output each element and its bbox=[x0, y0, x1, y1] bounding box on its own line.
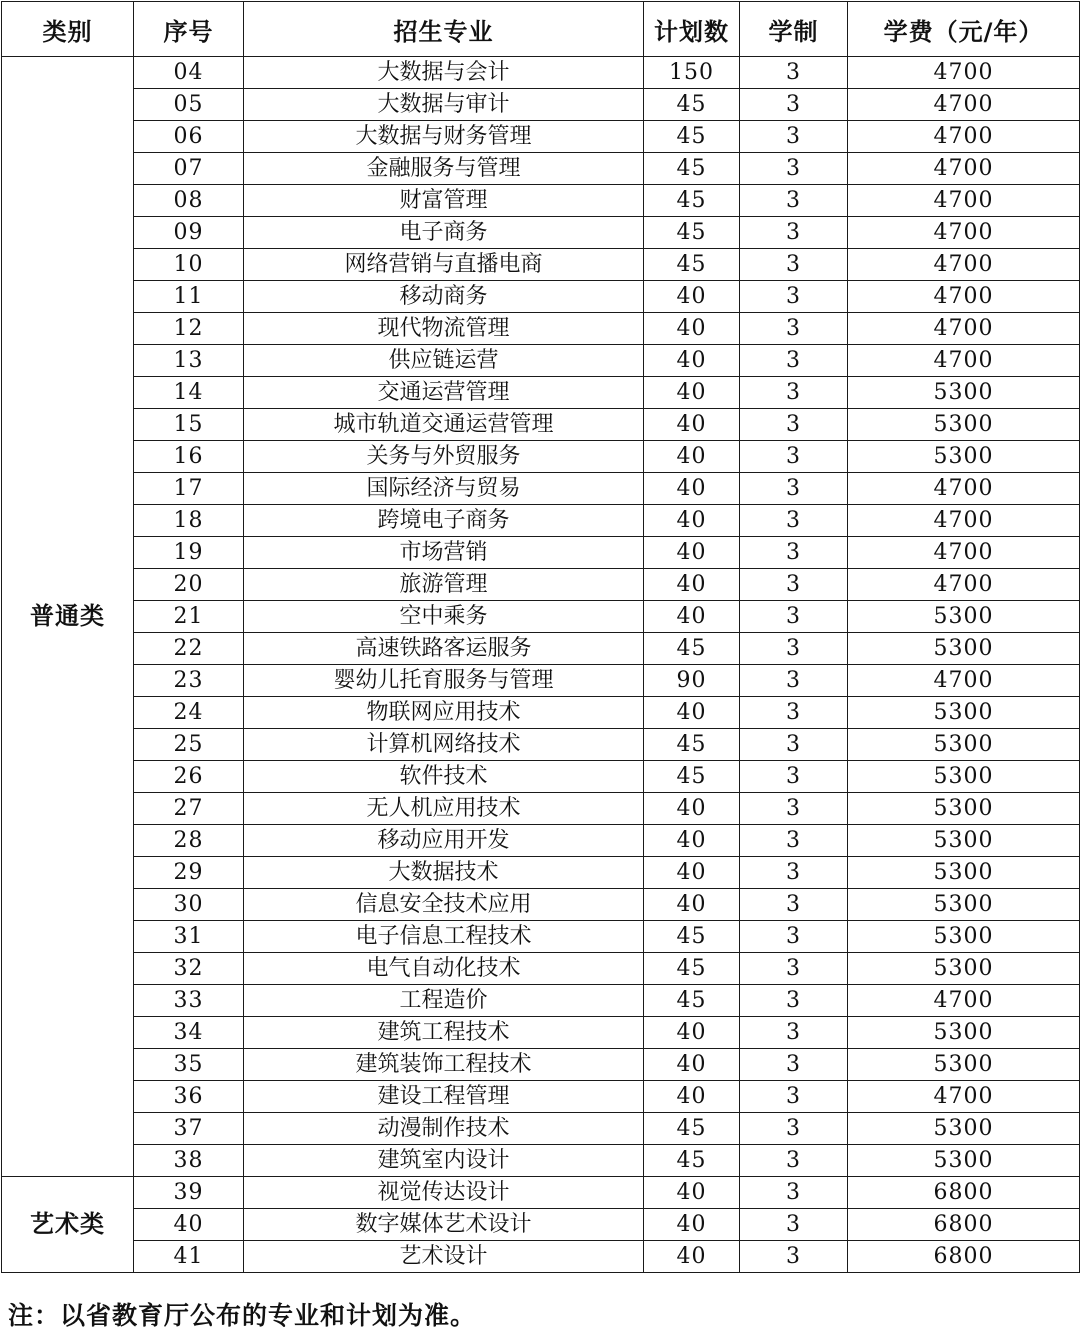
cell-major: 建筑室内设计 bbox=[244, 1145, 644, 1177]
table-row bbox=[2, 313, 1080, 345]
cell-major: 移动商务 bbox=[244, 281, 644, 313]
cell-seq: 24 bbox=[134, 697, 244, 729]
cell-seq: 28 bbox=[134, 825, 244, 857]
cell-seq: 21 bbox=[134, 601, 244, 633]
cell-major: 无人机应用技术 bbox=[244, 793, 644, 825]
cell-major: 计算机网络技术 bbox=[244, 729, 644, 761]
header-years: 学制 bbox=[740, 2, 848, 57]
header-plan: 计划数 bbox=[644, 2, 740, 57]
header-seq: 序号 bbox=[134, 2, 244, 57]
cell-major: 国际经济与贸易 bbox=[244, 473, 644, 505]
cell-fee: 4700 bbox=[848, 345, 1080, 377]
cell-major: 财富管理 bbox=[244, 185, 644, 217]
cell-major: 现代物流管理 bbox=[244, 313, 644, 345]
cell-seq: 15 bbox=[134, 409, 244, 441]
cell-plan: 40 bbox=[644, 1081, 740, 1113]
cell-years: 3 bbox=[740, 473, 848, 505]
cell-years: 3 bbox=[740, 889, 848, 921]
cell-major: 城市轨道交通运营管理 bbox=[244, 409, 644, 441]
table-row bbox=[2, 601, 1080, 633]
cell-years: 3 bbox=[740, 1241, 848, 1273]
cell-plan: 40 bbox=[644, 793, 740, 825]
category-cell: 普通类 bbox=[2, 57, 134, 1177]
cell-years: 3 bbox=[740, 441, 848, 473]
cell-fee: 6800 bbox=[848, 1241, 1080, 1273]
cell-plan: 45 bbox=[644, 185, 740, 217]
cell-fee: 5300 bbox=[848, 601, 1080, 633]
header-category: 类别 bbox=[2, 2, 134, 57]
table-row bbox=[2, 697, 1080, 729]
cell-plan: 40 bbox=[644, 409, 740, 441]
cell-plan: 45 bbox=[644, 729, 740, 761]
cell-seq: 08 bbox=[134, 185, 244, 217]
cell-major: 建筑装饰工程技术 bbox=[244, 1049, 644, 1081]
cell-plan: 45 bbox=[644, 217, 740, 249]
cell-plan: 40 bbox=[644, 1049, 740, 1081]
cell-fee: 5300 bbox=[848, 889, 1080, 921]
table-row bbox=[2, 153, 1080, 185]
cell-years: 3 bbox=[740, 185, 848, 217]
cell-plan: 40 bbox=[644, 1177, 740, 1209]
table-row bbox=[2, 1241, 1080, 1273]
table-row bbox=[2, 793, 1080, 825]
cell-fee: 4700 bbox=[848, 217, 1080, 249]
cell-plan: 45 bbox=[644, 1113, 740, 1145]
cell-major: 建筑工程技术 bbox=[244, 1017, 644, 1049]
cell-major: 动漫制作技术 bbox=[244, 1113, 644, 1145]
cell-seq: 27 bbox=[134, 793, 244, 825]
cell-major: 大数据与审计 bbox=[244, 89, 644, 121]
cell-plan: 40 bbox=[644, 441, 740, 473]
cell-seq: 16 bbox=[134, 441, 244, 473]
cell-plan: 45 bbox=[644, 985, 740, 1017]
cell-major: 市场营销 bbox=[244, 537, 644, 569]
cell-fee: 4700 bbox=[848, 249, 1080, 281]
cell-years: 3 bbox=[740, 1145, 848, 1177]
table-row bbox=[2, 505, 1080, 537]
cell-seq: 40 bbox=[134, 1209, 244, 1241]
table-row bbox=[2, 1209, 1080, 1241]
header-major: 招生专业 bbox=[244, 2, 644, 57]
cell-major: 婴幼儿托育服务与管理 bbox=[244, 665, 644, 697]
cell-seq: 32 bbox=[134, 953, 244, 985]
cell-fee: 6800 bbox=[848, 1177, 1080, 1209]
table-header-row bbox=[2, 2, 1080, 57]
cell-plan: 40 bbox=[644, 857, 740, 889]
table-row bbox=[2, 953, 1080, 985]
cell-years: 3 bbox=[740, 89, 848, 121]
table-row bbox=[2, 281, 1080, 313]
cell-fee: 5300 bbox=[848, 953, 1080, 985]
cell-years: 3 bbox=[740, 985, 848, 1017]
cell-fee: 4700 bbox=[848, 89, 1080, 121]
cell-fee: 5300 bbox=[848, 377, 1080, 409]
cell-plan: 40 bbox=[644, 313, 740, 345]
table-row bbox=[2, 1177, 1080, 1209]
cell-plan: 45 bbox=[644, 153, 740, 185]
table-row bbox=[2, 729, 1080, 761]
table-row bbox=[2, 249, 1080, 281]
cell-years: 3 bbox=[740, 121, 848, 153]
cell-years: 3 bbox=[740, 409, 848, 441]
cell-seq: 39 bbox=[134, 1177, 244, 1209]
table-row bbox=[2, 89, 1080, 121]
cell-plan: 40 bbox=[644, 537, 740, 569]
table-row bbox=[2, 537, 1080, 569]
cell-fee: 5300 bbox=[848, 441, 1080, 473]
cell-years: 3 bbox=[740, 281, 848, 313]
table-row bbox=[2, 1017, 1080, 1049]
cell-seq: 12 bbox=[134, 313, 244, 345]
cell-major: 金融服务与管理 bbox=[244, 153, 644, 185]
cell-plan: 40 bbox=[644, 281, 740, 313]
cell-fee: 4700 bbox=[848, 57, 1080, 89]
cell-fee: 4700 bbox=[848, 281, 1080, 313]
cell-years: 3 bbox=[740, 697, 848, 729]
table-row bbox=[2, 1049, 1080, 1081]
cell-fee: 4700 bbox=[848, 985, 1080, 1017]
cell-years: 3 bbox=[740, 1177, 848, 1209]
cell-seq: 10 bbox=[134, 249, 244, 281]
cell-seq: 05 bbox=[134, 89, 244, 121]
cell-fee: 5300 bbox=[848, 857, 1080, 889]
cell-years: 3 bbox=[740, 729, 848, 761]
table-row bbox=[2, 921, 1080, 953]
cell-seq: 20 bbox=[134, 569, 244, 601]
cell-seq: 34 bbox=[134, 1017, 244, 1049]
table-row bbox=[2, 217, 1080, 249]
cell-fee: 5300 bbox=[848, 633, 1080, 665]
table-row bbox=[2, 665, 1080, 697]
cell-major: 交通运营管理 bbox=[244, 377, 644, 409]
cell-years: 3 bbox=[740, 857, 848, 889]
cell-years: 3 bbox=[740, 377, 848, 409]
cell-major: 跨境电子商务 bbox=[244, 505, 644, 537]
table-row bbox=[2, 985, 1080, 1017]
cell-major: 大数据与财务管理 bbox=[244, 121, 644, 153]
table-body bbox=[2, 57, 1080, 1273]
cell-years: 3 bbox=[740, 345, 848, 377]
cell-years: 3 bbox=[740, 825, 848, 857]
cell-fee: 4700 bbox=[848, 569, 1080, 601]
cell-plan: 40 bbox=[644, 473, 740, 505]
cell-major: 供应链运营 bbox=[244, 345, 644, 377]
table-row bbox=[2, 889, 1080, 921]
cell-seq: 36 bbox=[134, 1081, 244, 1113]
cell-plan: 40 bbox=[644, 1241, 740, 1273]
cell-seq: 14 bbox=[134, 377, 244, 409]
cell-seq: 25 bbox=[134, 729, 244, 761]
cell-seq: 09 bbox=[134, 217, 244, 249]
table-row bbox=[2, 857, 1080, 889]
cell-years: 3 bbox=[740, 1209, 848, 1241]
cell-fee: 4700 bbox=[848, 665, 1080, 697]
cell-fee: 6800 bbox=[848, 1209, 1080, 1241]
cell-fee: 4700 bbox=[848, 505, 1080, 537]
cell-plan: 150 bbox=[644, 57, 740, 89]
header-fee: 学费（元/年） bbox=[848, 2, 1080, 57]
cell-fee: 4700 bbox=[848, 185, 1080, 217]
cell-major: 工程造价 bbox=[244, 985, 644, 1017]
cell-years: 3 bbox=[740, 665, 848, 697]
cell-fee: 4700 bbox=[848, 121, 1080, 153]
cell-years: 3 bbox=[740, 217, 848, 249]
cell-major: 信息安全技术应用 bbox=[244, 889, 644, 921]
cell-seq: 07 bbox=[134, 153, 244, 185]
cell-seq: 17 bbox=[134, 473, 244, 505]
cell-years: 3 bbox=[740, 537, 848, 569]
cell-major: 建设工程管理 bbox=[244, 1081, 644, 1113]
cell-fee: 4700 bbox=[848, 1081, 1080, 1113]
cell-major: 电子商务 bbox=[244, 217, 644, 249]
table-row bbox=[2, 345, 1080, 377]
cell-plan: 40 bbox=[644, 601, 740, 633]
cell-seq: 04 bbox=[134, 57, 244, 89]
cell-plan: 40 bbox=[644, 889, 740, 921]
cell-plan: 40 bbox=[644, 505, 740, 537]
cell-fee: 5300 bbox=[848, 921, 1080, 953]
table-row bbox=[2, 1145, 1080, 1177]
cell-years: 3 bbox=[740, 761, 848, 793]
cell-years: 3 bbox=[740, 569, 848, 601]
cell-plan: 45 bbox=[644, 761, 740, 793]
footnote: 注：以省教育厅公布的专业和计划为准。 bbox=[8, 1301, 477, 1330]
cell-seq: 31 bbox=[134, 921, 244, 953]
cell-plan: 45 bbox=[644, 89, 740, 121]
cell-seq: 26 bbox=[134, 761, 244, 793]
cell-years: 3 bbox=[740, 953, 848, 985]
cell-years: 3 bbox=[740, 1049, 848, 1081]
cell-years: 3 bbox=[740, 1017, 848, 1049]
cell-seq: 33 bbox=[134, 985, 244, 1017]
cell-plan: 45 bbox=[644, 121, 740, 153]
cell-seq: 30 bbox=[134, 889, 244, 921]
cell-major: 电子信息工程技术 bbox=[244, 921, 644, 953]
cell-seq: 29 bbox=[134, 857, 244, 889]
cell-years: 3 bbox=[740, 1113, 848, 1145]
cell-years: 3 bbox=[740, 153, 848, 185]
table-row bbox=[2, 121, 1080, 153]
cell-seq: 11 bbox=[134, 281, 244, 313]
cell-major: 电气自动化技术 bbox=[244, 953, 644, 985]
cell-fee: 5300 bbox=[848, 825, 1080, 857]
cell-major: 大数据与会计 bbox=[244, 57, 644, 89]
cell-fee: 5300 bbox=[848, 1113, 1080, 1145]
enrollment-plan-table bbox=[1, 1, 1080, 1273]
cell-years: 3 bbox=[740, 633, 848, 665]
table-row bbox=[2, 633, 1080, 665]
table-row bbox=[2, 569, 1080, 601]
table-row bbox=[2, 57, 1080, 89]
cell-major: 旅游管理 bbox=[244, 569, 644, 601]
cell-major: 艺术设计 bbox=[244, 1241, 644, 1273]
cell-seq: 22 bbox=[134, 633, 244, 665]
cell-major: 软件技术 bbox=[244, 761, 644, 793]
cell-seq: 23 bbox=[134, 665, 244, 697]
cell-fee: 4700 bbox=[848, 153, 1080, 185]
cell-fee: 5300 bbox=[848, 761, 1080, 793]
table-row bbox=[2, 1081, 1080, 1113]
cell-plan: 45 bbox=[644, 1145, 740, 1177]
cell-seq: 06 bbox=[134, 121, 244, 153]
cell-years: 3 bbox=[740, 601, 848, 633]
cell-seq: 41 bbox=[134, 1241, 244, 1273]
cell-major: 物联网应用技术 bbox=[244, 697, 644, 729]
cell-major: 大数据技术 bbox=[244, 857, 644, 889]
cell-seq: 18 bbox=[134, 505, 244, 537]
cell-years: 3 bbox=[740, 505, 848, 537]
cell-seq: 38 bbox=[134, 1145, 244, 1177]
cell-plan: 90 bbox=[644, 665, 740, 697]
table-row bbox=[2, 441, 1080, 473]
cell-seq: 37 bbox=[134, 1113, 244, 1145]
cell-plan: 40 bbox=[644, 697, 740, 729]
cell-seq: 35 bbox=[134, 1049, 244, 1081]
cell-fee: 4700 bbox=[848, 313, 1080, 345]
cell-major: 高速铁路客运服务 bbox=[244, 633, 644, 665]
cell-plan: 40 bbox=[644, 1209, 740, 1241]
cell-years: 3 bbox=[740, 1081, 848, 1113]
cell-major: 移动应用开发 bbox=[244, 825, 644, 857]
cell-fee: 5300 bbox=[848, 793, 1080, 825]
cell-plan: 45 bbox=[644, 249, 740, 281]
table-row bbox=[2, 1113, 1080, 1145]
table-row bbox=[2, 761, 1080, 793]
cell-fee: 5300 bbox=[848, 1017, 1080, 1049]
cell-fee: 5300 bbox=[848, 409, 1080, 441]
cell-years: 3 bbox=[740, 921, 848, 953]
cell-plan: 40 bbox=[644, 345, 740, 377]
cell-years: 3 bbox=[740, 313, 848, 345]
cell-seq: 19 bbox=[134, 537, 244, 569]
cell-fee: 4700 bbox=[848, 537, 1080, 569]
category-cell: 艺术类 bbox=[2, 1177, 134, 1273]
cell-fee: 5300 bbox=[848, 697, 1080, 729]
cell-fee: 5300 bbox=[848, 729, 1080, 761]
cell-plan: 45 bbox=[644, 953, 740, 985]
cell-fee: 4700 bbox=[848, 473, 1080, 505]
cell-major: 视觉传达设计 bbox=[244, 1177, 644, 1209]
cell-major: 关务与外贸服务 bbox=[244, 441, 644, 473]
cell-major: 空中乘务 bbox=[244, 601, 644, 633]
cell-plan: 45 bbox=[644, 921, 740, 953]
table-row bbox=[2, 473, 1080, 505]
cell-years: 3 bbox=[740, 57, 848, 89]
cell-fee: 5300 bbox=[848, 1145, 1080, 1177]
cell-major: 网络营销与直播电商 bbox=[244, 249, 644, 281]
cell-plan: 40 bbox=[644, 1017, 740, 1049]
cell-years: 3 bbox=[740, 249, 848, 281]
table-row bbox=[2, 825, 1080, 857]
cell-seq: 13 bbox=[134, 345, 244, 377]
table-row bbox=[2, 377, 1080, 409]
cell-years: 3 bbox=[740, 793, 848, 825]
cell-plan: 40 bbox=[644, 377, 740, 409]
cell-fee: 5300 bbox=[848, 1049, 1080, 1081]
cell-major: 数字媒体艺术设计 bbox=[244, 1209, 644, 1241]
table-row bbox=[2, 409, 1080, 441]
cell-plan: 45 bbox=[644, 633, 740, 665]
table-row bbox=[2, 185, 1080, 217]
cell-plan: 40 bbox=[644, 569, 740, 601]
cell-plan: 40 bbox=[644, 825, 740, 857]
